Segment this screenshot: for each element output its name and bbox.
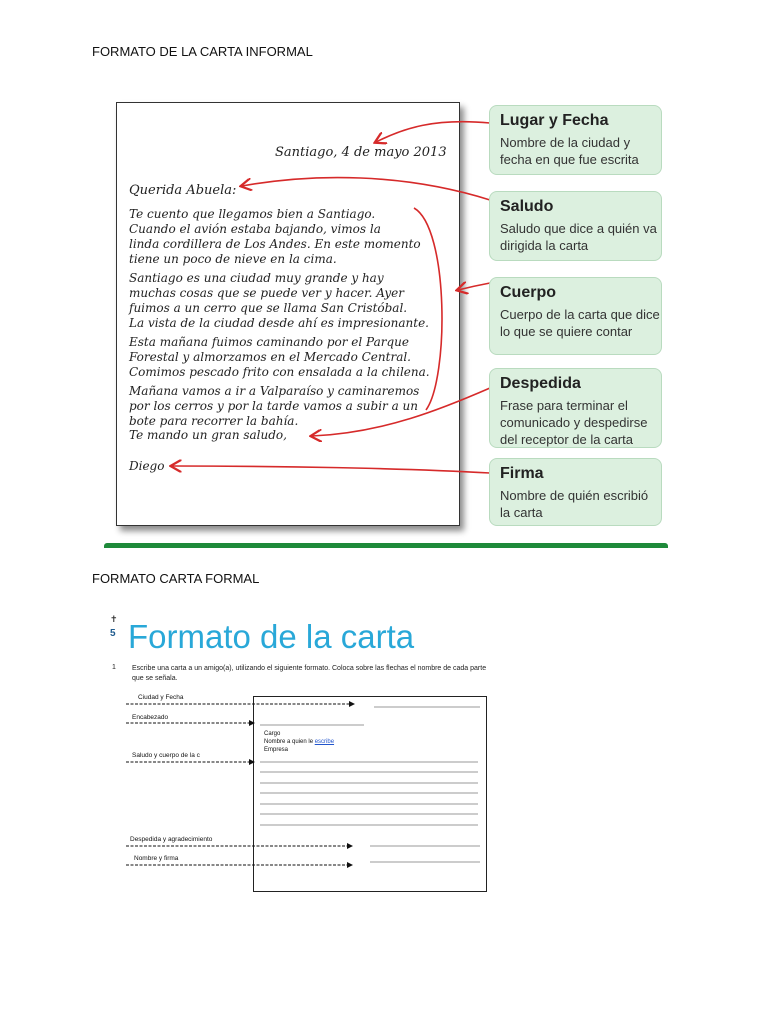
letter-body-line: fuimos a un cerro que se llama San Cristóbal. <box>129 301 408 315</box>
letter-body-line: muchas cosas que se puede ver y hacer. Ayer <box>129 286 404 300</box>
arrow-cuerpo <box>458 283 490 290</box>
letter-body-line: La vista de la ciudad desde ahí es impresionante. <box>129 316 429 330</box>
label-box-title: Despedida <box>500 375 581 392</box>
label-box-title: Cuerpo <box>500 284 556 301</box>
tick-mark: ✝ <box>110 614 118 624</box>
letter-body-line: Cuando el avión estaba bajando, vimos la <box>129 222 381 236</box>
field-cargo: Cargo <box>264 731 281 737</box>
label-box-lugar-fecha <box>489 105 662 175</box>
letter-body-line: Forestal y almorzamos en el Mercado Central. <box>129 350 411 364</box>
informal-format-heading: FORMATO DE LA CARTA INFORMAL <box>92 44 313 59</box>
bracket-cuerpo <box>414 208 442 410</box>
format-lines <box>106 612 496 897</box>
label-box-desc: Nombre de la ciudad y fecha en que fue escrita <box>500 135 639 167</box>
label-box-despedida <box>489 368 662 448</box>
instruction-number: 1 <box>112 664 116 671</box>
label-box-desc: Cuerpo de la carta que dice lo que se quiere contar <box>500 307 660 339</box>
letter-body-line: tiene un poco de nieve en la cima. <box>129 252 337 266</box>
label-box-saludo <box>489 191 662 261</box>
field-nombre-prefix: Nombre a quien le <box>264 739 315 745</box>
arrow-firma <box>172 466 490 473</box>
formal-format-heading: FORMATO CARTA FORMAL <box>92 571 260 586</box>
field-empresa: Empresa <box>264 747 289 753</box>
arrow-label-saludo-cuerpo: Saludo y cuerpo de la c <box>132 752 200 759</box>
green-bar <box>104 543 668 548</box>
instruction-text: Escribe una carta a un amigo(a), utilizando el siguiente formato. Coloca sobre las flechas el nombre de cada parte que se señala. <box>132 665 487 682</box>
letter-body-line: Santiago es una ciudad muy grande y hay <box>129 271 384 285</box>
label-box-desc: Saludo que dice a quién va dirigida la carta <box>500 221 657 253</box>
letter-date-line: Santiago, 4 de mayo 2013 <box>275 145 447 160</box>
formal-title: Formato de la carta <box>128 618 415 655</box>
section-number: 5 <box>110 628 116 639</box>
arrow-label-encabezado: Encabezado <box>132 714 169 721</box>
letter-greeting: Querida Abuela: <box>129 183 237 198</box>
formal-letter-figure <box>106 612 496 897</box>
arrow-lugar-fecha <box>376 122 490 142</box>
letter-body-line: linda cordillera de Los Andes. En este momento <box>129 237 421 251</box>
letter-body-line: por los cerros y por la tarde vamos a subir a un <box>129 399 419 413</box>
letter-closing: Te mando un gran saludo, <box>129 428 287 442</box>
letter-body-line: bote para recorrer la bahía. <box>129 414 299 428</box>
label-box-cuerpo <box>489 277 662 355</box>
label-box-firma <box>489 458 662 526</box>
letter-body-line: Esta mañana fuimos caminando por el Parque <box>129 335 409 349</box>
label-box-desc: Frase para terminar el comunicado y despedirse del receptor de la carta <box>500 398 648 447</box>
field-nombre-link[interactable]: escribe <box>314 739 335 745</box>
letter-body-line: Mañana vamos a ir a Valparaíso y caminaremos <box>129 384 420 398</box>
informal-letter-figure <box>104 88 668 548</box>
label-box-title: Lugar y Fecha <box>500 112 609 129</box>
label-box-title: Saludo <box>500 198 554 215</box>
letter-signature: Diego <box>129 459 165 473</box>
arrow-label-nombre-firma: Nombre y firma <box>134 855 179 862</box>
arrow-saludo <box>242 178 490 200</box>
arrow-label-ciudad-fecha: Ciudad y Fecha <box>138 694 184 701</box>
label-box-title: Firma <box>500 465 544 482</box>
arrow-despedida <box>312 388 490 436</box>
arrow-label-despedida: Despedida y agradecimiento <box>130 836 213 843</box>
label-box-desc: Nombre de quién escribió la carta <box>500 488 649 520</box>
letter-body-line: Te cuento que llegamos bien a Santiago. <box>129 207 376 221</box>
letter-body-line: Comimos pescado frito con ensalada a la chilena. <box>129 365 430 379</box>
